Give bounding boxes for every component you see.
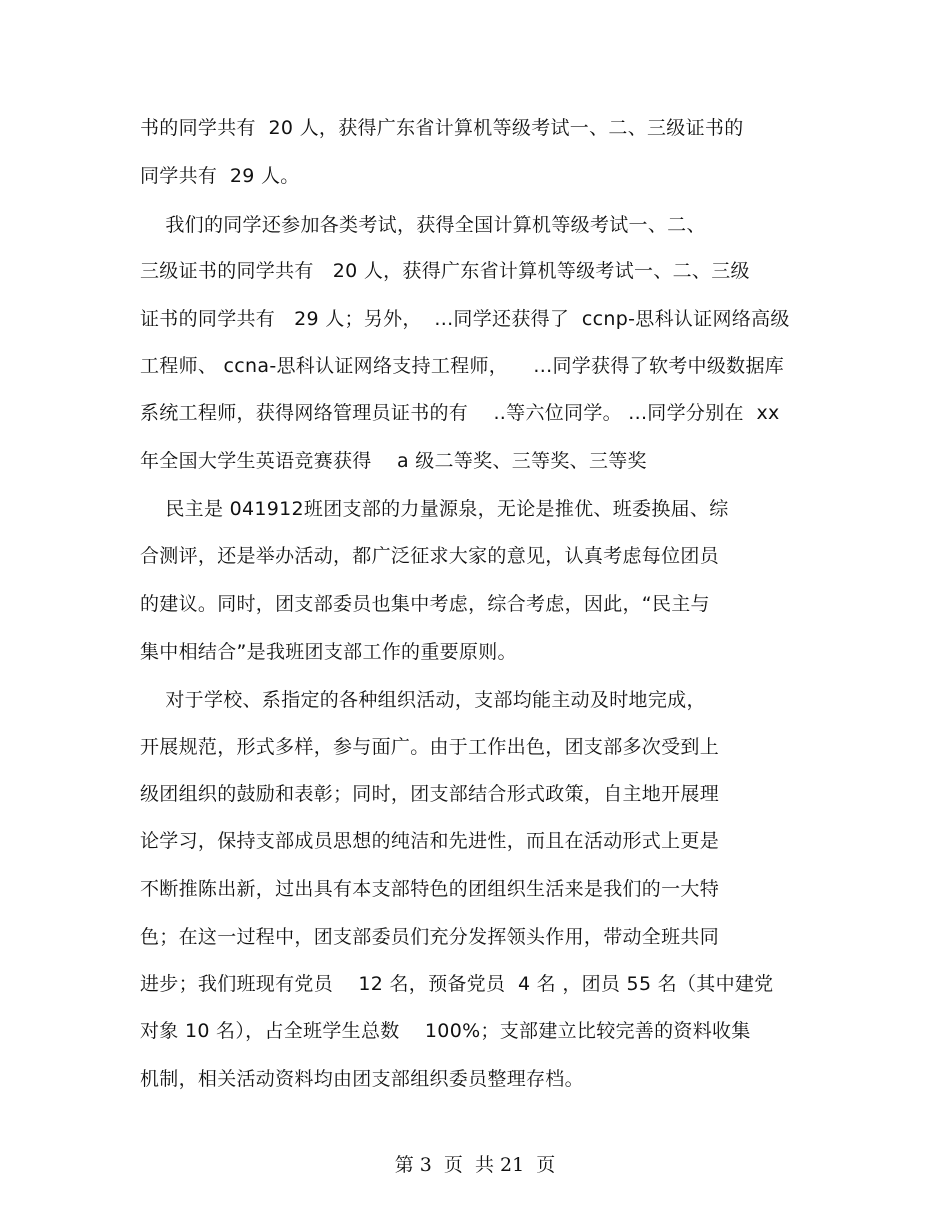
- page-number-footer: 第 3 页 共 21 页: [394, 1154, 556, 1176]
- text-line: 合测评，还是举办活动，都广泛征求大家的意见，认真考虑每位团员: [140, 545, 720, 567]
- text-line: 不断推陈出新，过出具有本支部特色的团组织生活来是我们的一大特: [140, 878, 720, 900]
- text-line: 年全国大学生英语竞赛获得 a 级二等奖、三等奖、三等奖: [140, 450, 647, 472]
- text-line: 我们的同学还参加各类考试，获得全国计算机等级考试一、二、: [140, 214, 706, 236]
- text-line: 书的同学共有 20 人，获得广东省计算机等级考试一、二、三级证书的: [140, 117, 744, 139]
- text-line: 工程师、 ccna-思科认证网络支持工程师， ...同学获得了软考中级数据库: [140, 355, 785, 377]
- text-line: 对于学校、系指定的各种组织活动，支部均能主动及时地完成，: [140, 689, 706, 711]
- text-line: 系统工程师，获得网络管理员证书的有 ..等六位同学。 ...同学分别在 xx: [140, 402, 780, 424]
- text-line: 论学习，保持支部成员思想的纯洁和先进性，而且在活动形式上更是: [140, 830, 720, 852]
- text-line: 集中相结合”是我班团支部工作的重要原则。: [140, 641, 517, 663]
- text-line: 民主是 041912班团支部的力量源泉，无论是推优、班委换届、综: [140, 498, 729, 520]
- text-line: 对象 10 名），占全班学生总数 100%；支部建立比较完善的资料收集: [140, 1020, 751, 1042]
- text-line: 色；在这一过程中，团支部委员们充分发挥领头作用，带动全班共同: [140, 926, 720, 948]
- text-line: 级团组织的鼓励和表彰；同时，团支部结合形式政策，自主地开展理: [140, 783, 720, 805]
- text-line: 的建议。同时，团支部委员也集中考虑，综合考虑，因此，“民主与: [140, 593, 710, 615]
- text-line: 机制，相关活动资料均由团支部组织委员整理存档。: [140, 1068, 584, 1090]
- text-line: 同学共有 29 人。: [140, 165, 300, 187]
- text-line: 证书的同学共有 29 人；另外， ...同学还获得了 ccnp-思科认证网络高级: [140, 308, 790, 330]
- text-line: 三级证书的同学共有 20 人，获得广东省计算机等级考试一、二、三级: [140, 260, 750, 282]
- text-line: 进步；我们班现有党员 12 名，预备党员 4 名 ，团员 55 名（其中建党: [140, 973, 774, 995]
- text-line: 开展规范，形式多样，参与面广。由于工作出色，团支部多次受到上: [140, 736, 720, 758]
